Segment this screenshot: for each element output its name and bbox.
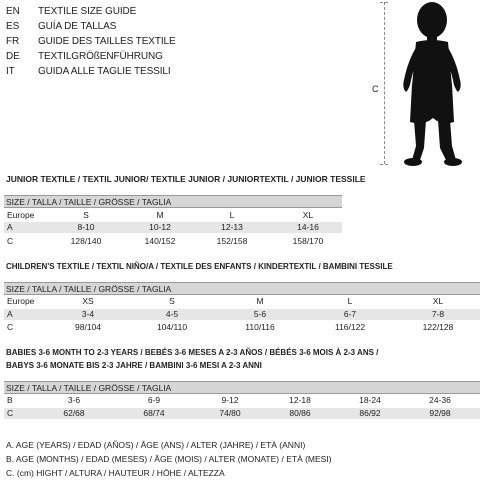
legend-age-months: B. AGE (MONTHS) / EDAD (MESES) / ÂGE (MOIS) / ALTER (MONATE) / ETÀ (MESI) — [6, 454, 332, 464]
row-label: Europe — [7, 210, 35, 220]
row-label: C — [7, 408, 14, 418]
table-cell: 128/140 — [70, 236, 102, 246]
table-cell: M — [156, 210, 164, 220]
lang-code: FR — [6, 36, 20, 47]
row-label: A — [7, 222, 13, 232]
table-cell: 24-36 — [429, 395, 451, 405]
table-cell: 6-7 — [343, 309, 357, 319]
table-cell: 18-24 — [359, 395, 381, 405]
table-cell: L — [229, 210, 235, 220]
table-cell: 5-6 — [253, 309, 267, 319]
table-cell: 12-13 — [221, 222, 243, 232]
legend-height: C. (cm) HIGHT / ALTURA / HAUTEUR / HÖHE / ALTEZZA — [6, 468, 225, 478]
lang-code: ES — [6, 21, 20, 32]
legend-age-years: A. AGE (YEARS) / EDAD (AÑOS) / ÂGE (ANS) / ALTER (JAHRE) / ETÀ (ANNI) — [6, 440, 306, 450]
table-cell: 68/74 — [143, 408, 165, 418]
row-label: B — [7, 395, 13, 405]
lang-text: GUIDA ALLE TAGLIE TESSILI — [38, 66, 171, 77]
table-row — [4, 322, 480, 333]
table-cell: XS — [82, 296, 94, 306]
table-cell: 8-10 — [77, 222, 95, 232]
table-row — [4, 222, 342, 233]
table-cell: 12-18 — [289, 395, 311, 405]
table-cell: 7-8 — [431, 309, 445, 319]
table-row — [4, 309, 480, 320]
table-cell: S — [169, 296, 175, 306]
lang-code: DE — [6, 51, 20, 62]
table-cell: 4-5 — [165, 309, 179, 319]
table-cell: 92/98 — [429, 408, 451, 418]
section-title-babies-line2: BABYS 3-6 MONATE BIS 2-3 JAHRE / BAMBINI 3-6 MESI A 2-3 ANNI — [6, 361, 262, 370]
table-cell: L — [347, 296, 353, 306]
lang-code: IT — [6, 66, 15, 77]
table-cell: 80/86 — [289, 408, 311, 418]
table-row — [4, 210, 342, 221]
table-cell: 3-6 — [67, 395, 81, 405]
table-cell: 110/116 — [245, 322, 275, 332]
table-row — [4, 236, 342, 247]
table-row — [4, 408, 480, 419]
table-cell: 86/92 — [359, 408, 381, 418]
lang-text: GUIDE DES TAILLES TEXTILE — [38, 36, 176, 47]
height-measure-line — [384, 2, 385, 164]
table-cell: M — [256, 296, 264, 306]
height-figure — [368, 0, 478, 170]
table-row — [4, 395, 480, 406]
table-cell: 9-12 — [221, 395, 239, 405]
table-cell: 152/158 — [216, 236, 248, 246]
size-band — [4, 195, 342, 208]
lang-list — [6, 6, 266, 76]
table-cell: 14-16 — [297, 222, 319, 232]
table-cell: 98/104 — [75, 322, 101, 332]
row-label: C — [7, 236, 14, 246]
table-cell: S — [83, 210, 89, 220]
size-band-label: SIZE / TALLA / TAILLE / GRÖSSE / TAGLIA — [6, 197, 172, 207]
lang-text: GUÍA DE TALLAS — [38, 21, 117, 32]
table-cell: 158/170 — [292, 236, 324, 246]
row-label: A — [7, 309, 13, 319]
size-band — [4, 282, 480, 295]
table-cell: XL — [302, 210, 314, 220]
table-cell: 10-12 — [149, 222, 171, 232]
table-cell: XL — [432, 296, 444, 306]
size-band — [4, 381, 480, 394]
table-cell: 116/122 — [334, 322, 366, 332]
section-title-babies-line1: BABIES 3-6 MONTH TO 2-3 YEARS / BEBÉS 3-6 MESES A 2-3 AÑOS / BÉBÉS 3-6 MOIS À 2-3 ANS / — [6, 348, 379, 357]
table-cell: 74/80 — [219, 408, 241, 418]
size-band-label: SIZE / TALLA / TAILLE / GRÖSSE / TAGLIA — [6, 383, 172, 393]
height-measure-top — [380, 2, 388, 3]
lang-text: TEXTILE SIZE GUIDE — [38, 6, 137, 17]
table-cell: 3-4 — [81, 309, 95, 319]
row-label: Europe — [7, 296, 35, 306]
table-row — [4, 296, 480, 307]
table-cell: 62/68 — [63, 408, 85, 418]
lang-text: TEXTILGRÖßENFÜHRUNG — [38, 51, 163, 62]
section-title-children: CHILDREN'S TEXTILE / TEXTIL NIÑO/A / TEXTILE DES ENFANTS / KINDERTEXTIL / BAMBINI TESSILE — [6, 262, 393, 271]
lang-code: EN — [6, 6, 20, 17]
section-title-junior: JUNIOR TEXTILE / TEXTIL JUNIOR/ TEXTILE JUNIOR / JUNIORTEXTIL / JUNIOR TESSILE — [6, 174, 366, 184]
row-label: C — [7, 322, 14, 332]
size-band-label: SIZE / TALLA / TAILLE / GRÖSSE / TAGLIA — [6, 284, 172, 294]
table-cell: 104/110 — [156, 322, 188, 332]
height-measure-bottom — [380, 164, 388, 165]
table-cell: 122/128 — [422, 322, 454, 332]
child-silhouette-icon — [390, 0, 476, 170]
height-measure-label: C — [372, 84, 379, 94]
table-cell: 140/152 — [144, 236, 176, 246]
table-cell: 6-9 — [147, 395, 161, 405]
